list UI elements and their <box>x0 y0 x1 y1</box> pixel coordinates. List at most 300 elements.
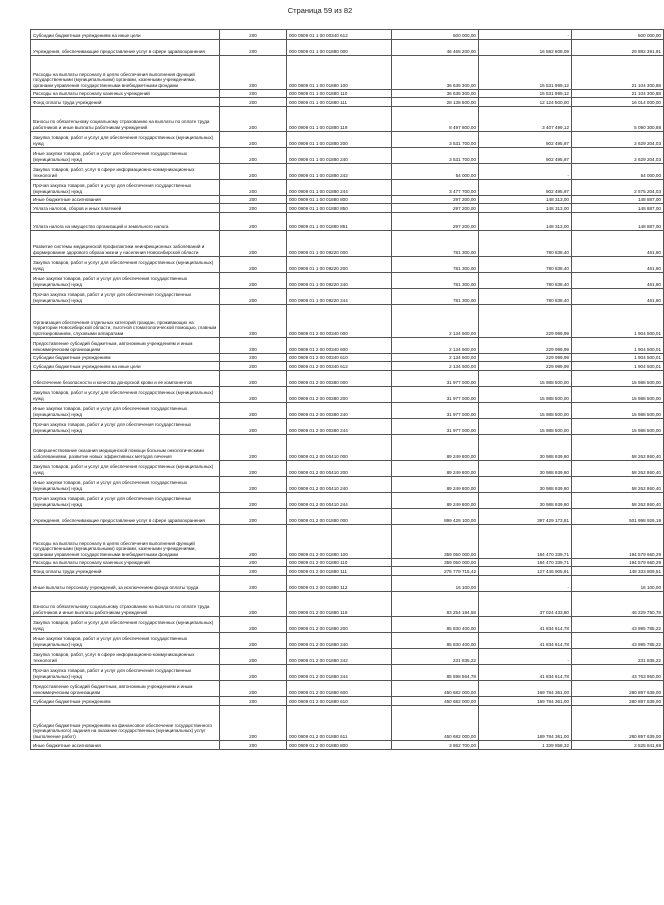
row-name-cell: Уплата налогов, сборов и иных платежей <box>31 204 220 213</box>
table-row <box>31 697 664 706</box>
row-executed-amount-cell: 30 988 939,60 <box>479 461 572 477</box>
row-kbk-cell: 000 0909 01 1 00 01880 242 <box>287 164 392 180</box>
row-unexecuted-amount-cell: 148 887,00 <box>572 204 664 213</box>
row-approved-amount-cell: 275 779 715,42 <box>392 567 479 576</box>
table-row <box>31 706 664 741</box>
row-code-cell: 200 <box>220 435 287 461</box>
row-executed-amount-cell: 184 470 339,71 <box>479 525 572 559</box>
row-executed-amount-cell: 169 784 361,00 <box>479 681 572 697</box>
row-name-cell: Иные закупки товаров, работ и услуг для обеспечения государственных (муниципальных) нужд <box>31 477 220 493</box>
row-code-cell: 200 <box>220 567 287 576</box>
row-name-cell: Прочая закупка товаров, работ и услуг для обеспечения государственных (муниципальных) нужд <box>31 289 220 305</box>
row-unexecuted-amount-cell: 461,60 <box>572 273 664 289</box>
row-executed-amount-cell: 780 838,40 <box>479 273 572 289</box>
row-name-cell: Фонд оплаты труда учреждений <box>31 98 220 107</box>
row-code-cell: 200 <box>220 273 287 289</box>
row-executed-amount-cell: 780 838,40 <box>479 257 572 273</box>
row-approved-amount-cell: 359 050 000,00 <box>392 525 479 559</box>
row-kbk-cell: 000 0909 01 2 00 00340 600 <box>287 338 392 354</box>
row-unexecuted-amount-cell: 21 104 300,88 <box>572 90 664 98</box>
row-unexecuted-amount-cell: 43 995 785,22 <box>572 633 664 649</box>
row-code-cell: 200 <box>220 98 287 107</box>
table-row <box>31 435 664 461</box>
table-row <box>31 98 664 107</box>
table-row <box>31 107 664 132</box>
row-name-cell: Прочая закупка товаров, работ и услуг для обеспечения государственных (муниципальных) нужд <box>31 180 220 196</box>
row-executed-amount-cell: 15 988 500,00 <box>479 371 572 387</box>
row-code-cell: 200 <box>220 132 287 148</box>
row-code-cell: 200 <box>220 338 287 354</box>
row-name-cell: Расходы на выплаты персоналу казенных учреждений <box>31 559 220 567</box>
row-approved-amount-cell: 8 497 800,00 <box>392 107 479 132</box>
table-row <box>31 559 664 567</box>
row-unexecuted-amount-cell: 15 988 500,00 <box>572 387 664 403</box>
row-kbk-cell: 000 0909 01 2 00 00380 200 <box>287 387 392 403</box>
row-executed-amount-cell: 229 999,99 <box>479 305 572 338</box>
row-executed-amount-cell: 397 429 173,81 <box>479 509 572 525</box>
row-code-cell: 200 <box>220 461 287 477</box>
table-row <box>31 567 664 576</box>
table-row <box>31 354 664 362</box>
row-approved-amount-cell: 85 598 564,78 <box>392 665 479 681</box>
table-row <box>31 305 664 338</box>
table-row <box>31 649 664 665</box>
row-code-cell: 200 <box>220 107 287 132</box>
row-unexecuted-amount-cell: 58 262 860,40 <box>572 435 664 461</box>
row-unexecuted-amount-cell: 500 000,00 <box>572 30 664 40</box>
row-kbk-cell: 000 0909 01 2 00 01880 111 <box>287 567 392 576</box>
row-unexecuted-amount-cell: 1 904 500,01 <box>572 354 664 362</box>
table-row <box>31 592 664 617</box>
row-unexecuted-amount-cell: 21 104 300,88 <box>572 56 664 90</box>
row-code-cell: 200 <box>220 362 287 371</box>
row-name-cell: Иные бюджетные ассигнования <box>31 196 220 204</box>
row-kbk-cell: 000 0909 01 2 00 01880 600 <box>287 681 392 697</box>
table-row <box>31 387 664 403</box>
row-approved-amount-cell: 297 200,00 <box>392 213 479 231</box>
table-row <box>31 40 664 56</box>
row-unexecuted-amount-cell: 15 988 500,00 <box>572 371 664 387</box>
row-executed-amount-cell: 902 495,97 <box>479 132 572 148</box>
row-kbk-cell: 000 0909 01 2 00 00410 240 <box>287 477 392 493</box>
row-kbk-cell: 000 0909 01 2 00 00340 612 <box>287 362 392 371</box>
row-executed-amount-cell: 37 024 433,80 <box>479 592 572 617</box>
row-kbk-cell: 000 0909 01 1 00 09220 000 <box>287 231 392 257</box>
row-executed-amount-cell: 780 838,40 <box>479 289 572 305</box>
row-unexecuted-amount-cell: 43 763 950,00 <box>572 665 664 681</box>
row-executed-amount-cell: 169 784 361,00 <box>479 697 572 706</box>
row-code-cell: 200 <box>220 305 287 338</box>
row-code-cell: 200 <box>220 213 287 231</box>
row-code-cell: 200 <box>220 576 287 592</box>
table-row <box>31 525 664 559</box>
row-code-cell: 200 <box>220 371 287 387</box>
row-executed-amount-cell: - <box>479 576 572 592</box>
row-code-cell: 200 <box>220 477 287 493</box>
row-executed-amount-cell: 30 988 939,60 <box>479 493 572 509</box>
row-executed-amount-cell: 184 470 339,71 <box>479 559 572 567</box>
row-approved-amount-cell: 231 835,22 <box>392 649 479 665</box>
row-executed-amount-cell: 229 999,99 <box>479 338 572 354</box>
row-approved-amount-cell: 31 977 000,00 <box>392 371 479 387</box>
row-kbk-cell: 000 0909 01 2 00 01880 240 <box>287 633 392 649</box>
row-executed-amount-cell: - <box>479 30 572 40</box>
row-kbk-cell: 000 0909 01 1 00 01880 240 <box>287 148 392 164</box>
table-row <box>31 30 664 40</box>
row-name-cell: Закупка товаров, работ, услуг в сфере информационно-коммуникационных технологий <box>31 164 220 180</box>
row-unexecuted-amount-cell: 29 882 391,91 <box>572 40 664 56</box>
row-unexecuted-amount-cell: 1 904 500,01 <box>572 338 664 354</box>
row-code-cell: 200 <box>220 681 287 697</box>
row-unexecuted-amount-cell: 16 014 000,00 <box>572 98 664 107</box>
row-approved-amount-cell: 31 977 000,00 <box>392 403 479 419</box>
row-kbk-cell: 000 0909 01 1 00 01880 110 <box>287 90 392 98</box>
row-name-cell: Субсидии бюджетным учреждениям <box>31 354 220 362</box>
row-code-cell: 200 <box>220 196 287 204</box>
row-approved-amount-cell: 36 635 300,00 <box>392 56 479 90</box>
row-code-cell: 200 <box>220 148 287 164</box>
row-approved-amount-cell: 899 428 100,00 <box>392 509 479 525</box>
row-approved-amount-cell: 359 050 000,00 <box>392 559 479 567</box>
table-row <box>31 180 664 196</box>
row-executed-amount-cell: 229 999,99 <box>479 362 572 371</box>
row-code-cell: 200 <box>220 231 287 257</box>
row-kbk-cell: 000 0909 01 1 00 09220 200 <box>287 257 392 273</box>
row-executed-amount-cell: 148 313,00 <box>479 196 572 204</box>
row-unexecuted-amount-cell: 280 897 639,00 <box>572 697 664 706</box>
row-approved-amount-cell: 500 000,00 <box>392 30 479 40</box>
row-code-cell: 200 <box>220 90 287 98</box>
row-approved-amount-cell: 46 465 200,00 <box>392 40 479 56</box>
row-kbk-cell: 000 0909 01 1 00 00340 612 <box>287 30 392 40</box>
table-row <box>31 257 664 273</box>
row-approved-amount-cell: 450 682 000,00 <box>392 681 479 697</box>
table-row <box>31 477 664 493</box>
row-approved-amount-cell: 3 477 700,00 <box>392 180 479 196</box>
row-executed-amount-cell: 148 313,00 <box>479 213 572 231</box>
table-row <box>31 461 664 477</box>
row-name-cell: Предоставление субсидий бюджетным, автономным учреждениям и иным некоммерческим организациям <box>31 681 220 697</box>
table-row <box>31 633 664 649</box>
row-approved-amount-cell: 36 635 300,00 <box>392 90 479 98</box>
row-kbk-cell: 000 0909 01 2 00 01880 110 <box>287 559 392 567</box>
row-approved-amount-cell: 450 682 000,00 <box>392 697 479 706</box>
table-row <box>31 576 664 592</box>
row-code-cell: 200 <box>220 493 287 509</box>
row-unexecuted-amount-cell: 1 904 500,01 <box>572 362 664 371</box>
table-row <box>31 509 664 525</box>
row-kbk-cell: 000 0909 01 1 00 09220 240 <box>287 273 392 289</box>
row-kbk-cell: 000 0909 01 1 00 01880 244 <box>287 180 392 196</box>
row-kbk-cell: 000 0909 01 2 00 00410 244 <box>287 493 392 509</box>
row-unexecuted-amount-cell: 46 229 750,78 <box>572 592 664 617</box>
table-row <box>31 204 664 213</box>
row-code-cell: 200 <box>220 40 287 56</box>
table-row <box>31 164 664 180</box>
row-executed-amount-cell: 15 988 500,00 <box>479 387 572 403</box>
row-name-cell: Фонд оплаты труда учреждений <box>31 567 220 576</box>
row-kbk-cell: 000 0909 01 2 00 01880 100 <box>287 525 392 559</box>
row-approved-amount-cell: 781 300,00 <box>392 257 479 273</box>
table-row <box>31 403 664 419</box>
row-kbk-cell: 000 0909 01 1 00 01880 000 <box>287 40 392 56</box>
row-approved-amount-cell: 450 682 000,00 <box>392 706 479 741</box>
row-code-cell: 200 <box>220 354 287 362</box>
row-code-cell: 200 <box>220 706 287 741</box>
row-executed-amount-cell: 3 407 499,12 <box>479 107 572 132</box>
row-code-cell: 200 <box>220 387 287 403</box>
row-executed-amount-cell: 902 495,97 <box>479 148 572 164</box>
row-code-cell: 200 <box>220 289 287 305</box>
table-row <box>31 741 664 750</box>
row-name-cell: Закупка товаров, работ и услуг для обеспечения государственных (муниципальных) нужд <box>31 461 220 477</box>
row-unexecuted-amount-cell: 58 262 860,40 <box>572 461 664 477</box>
row-name-cell: Учреждения, обеспечивающие предоставление услуг в сфере здравоохранения <box>31 509 220 525</box>
row-executed-amount-cell: 30 988 939,60 <box>479 435 572 461</box>
row-approved-amount-cell: 83 254 184,58 <box>392 592 479 617</box>
row-executed-amount-cell: 16 582 808,09 <box>479 40 572 56</box>
row-approved-amount-cell: 54 000,00 <box>392 164 479 180</box>
row-kbk-cell: 000 0909 01 1 00 01880 119 <box>287 107 392 132</box>
row-unexecuted-amount-cell: 461,60 <box>572 289 664 305</box>
row-unexecuted-amount-cell: 148 887,00 <box>572 196 664 204</box>
table-row <box>31 90 664 98</box>
row-name-cell: Иные закупки товаров, работ и услуг для обеспечения государственных (муниципальных) нужд <box>31 633 220 649</box>
row-unexecuted-amount-cell: 231 835,22 <box>572 649 664 665</box>
table-row <box>31 371 664 387</box>
row-name-cell: Субсидии бюджетным учреждениям на иные цели <box>31 362 220 371</box>
row-kbk-cell: 000 0909 01 2 00 01880 200 <box>287 617 392 633</box>
row-code-cell: 200 <box>220 741 287 750</box>
row-name-cell: Иные закупки товаров, работ и услуг для обеспечения государственных (муниципальных) нужд <box>31 403 220 419</box>
row-executed-amount-cell: 780 838,40 <box>479 231 572 257</box>
row-unexecuted-amount-cell: 58 262 860,40 <box>572 477 664 493</box>
table-row <box>31 231 664 257</box>
row-kbk-cell: 000 0909 01 2 00 01880 244 <box>287 665 392 681</box>
table-row <box>31 493 664 509</box>
row-approved-amount-cell: 3 862 700,00 <box>392 741 479 750</box>
table-row <box>31 196 664 204</box>
row-unexecuted-amount-cell: 194 579 660,29 <box>572 525 664 559</box>
row-approved-amount-cell: 2 134 500,00 <box>392 354 479 362</box>
row-name-cell: Иные выплаты персоналу учреждений, за исключением фонда оплаты труда <box>31 576 220 592</box>
row-name-cell: Закупка товаров, работ, услуг в сфере информационно-коммуникационных технологий <box>31 649 220 665</box>
row-code-cell: 200 <box>220 559 287 567</box>
table-row <box>31 273 664 289</box>
row-kbk-cell: 000 0909 01 2 00 01880 000 <box>287 509 392 525</box>
row-name-cell: Обеспечение безопасности и качества донорской крови и ее компонентов <box>31 371 220 387</box>
row-executed-amount-cell: 41 834 614,78 <box>479 633 572 649</box>
table-row <box>31 617 664 633</box>
row-code-cell: 200 <box>220 56 287 90</box>
row-kbk-cell: 000 0909 01 2 00 01880 119 <box>287 592 392 617</box>
row-name-cell: Прочая закупка товаров, работ и услуг для обеспечения государственных (муниципальных) нужд <box>31 493 220 509</box>
row-approved-amount-cell: 297 200,00 <box>392 204 479 213</box>
row-unexecuted-amount-cell: 5 090 300,88 <box>572 107 664 132</box>
row-name-cell: Расходы на выплаты персоналу в целях обеспечения выполнения функций государственными (муниципальными) органами, казенными учреждениями, органами управления государственными внебюджетными фондами <box>31 56 220 90</box>
row-approved-amount-cell: 297 200,00 <box>392 196 479 204</box>
table-row <box>31 419 664 435</box>
table-row <box>31 681 664 697</box>
row-approved-amount-cell: 781 300,00 <box>392 231 479 257</box>
row-approved-amount-cell: 85 830 400,00 <box>392 617 479 633</box>
row-approved-amount-cell: 16 100,00 <box>392 576 479 592</box>
row-approved-amount-cell: 781 300,00 <box>392 289 479 305</box>
row-kbk-cell: 000 0909 01 2 00 01880 610 <box>287 697 392 706</box>
row-kbk-cell: 000 0909 01 1 00 09220 244 <box>287 289 392 305</box>
row-code-cell: 200 <box>220 204 287 213</box>
row-unexecuted-amount-cell: 58 262 860,40 <box>572 493 664 509</box>
row-unexecuted-amount-cell: 280 897 639,00 <box>572 706 664 741</box>
row-name-cell: Совершенствование оказания медицинской помощи больным онкологическими заболеваниями, развитие новых эффективных методов лечения <box>31 435 220 461</box>
row-code-cell: 200 <box>220 180 287 196</box>
table-row <box>31 665 664 681</box>
row-name-cell: Взносы по обязательному социальному страхованию на выплаты по оплате труда работников и иные выплаты работникам учреждений <box>31 592 220 617</box>
row-unexecuted-amount-cell: 2 629 204,03 <box>572 148 664 164</box>
row-executed-amount-cell: 12 124 500,00 <box>479 98 572 107</box>
row-executed-amount-cell: 148 313,00 <box>479 204 572 213</box>
row-approved-amount-cell: 28 138 500,00 <box>392 98 479 107</box>
row-name-cell: Учреждения, обеспечивающие предоставление услуг в сфере здравоохранения <box>31 40 220 56</box>
row-kbk-cell: 000 0909 01 1 00 01880 800 <box>287 196 392 204</box>
row-approved-amount-cell: 781 300,00 <box>392 273 479 289</box>
row-unexecuted-amount-cell: 2 629 204,03 <box>572 132 664 148</box>
row-approved-amount-cell: 2 134 500,00 <box>392 362 479 371</box>
row-kbk-cell: 000 0909 01 1 00 01880 850 <box>287 204 392 213</box>
row-unexecuted-amount-cell: 501 998 926,19 <box>572 509 664 525</box>
row-name-cell: Развитие системы медицинской профилактики неинфекционных заболеваний и формирование здорового образа жизни у населения Новосибирской области <box>31 231 220 257</box>
row-name-cell: Организация обеспечения отдельных категорий граждан, проживающих на территории Новосибирской области, льготной стоматологической помощью, главным протезированием, слуховыми аппаратами <box>31 305 220 338</box>
row-name-cell: Закупка товаров, работ и услуг для обеспечения государственных (муниципальных) нужд <box>31 257 220 273</box>
row-approved-amount-cell: 89 249 800,00 <box>392 435 479 461</box>
page-number-header: Страница 59 из 82 <box>287 6 353 15</box>
row-kbk-cell: 000 0909 01 2 00 01880 242 <box>287 649 392 665</box>
budget-execution-table <box>30 29 664 750</box>
row-executed-amount-cell: 15 988 500,00 <box>479 419 572 435</box>
row-unexecuted-amount-cell: 148 333 809,51 <box>572 567 664 576</box>
row-executed-amount-cell: - <box>479 164 572 180</box>
row-name-cell: Прочая закупка товаров, работ и услуг для обеспечения государственных (муниципальных) нужд <box>31 419 220 435</box>
row-kbk-cell: 000 0909 01 2 00 00410 000 <box>287 435 392 461</box>
row-code-cell: 200 <box>220 30 287 40</box>
row-executed-amount-cell: - <box>479 649 572 665</box>
row-executed-amount-cell: 41 834 614,78 <box>479 617 572 633</box>
row-kbk-cell: 000 0909 01 1 00 01880 111 <box>287 98 392 107</box>
row-approved-amount-cell: 89 249 800,00 <box>392 493 479 509</box>
row-code-cell: 200 <box>220 164 287 180</box>
row-approved-amount-cell: 89 249 800,00 <box>392 461 479 477</box>
row-executed-amount-cell: 902 495,97 <box>479 180 572 196</box>
table-row <box>31 338 664 354</box>
row-name-cell: Закупка товаров, работ и услуг для обеспечения государственных (муниципальных) нужд <box>31 617 220 633</box>
row-approved-amount-cell: 3 531 700,00 <box>392 132 479 148</box>
row-approved-amount-cell: 89 249 800,00 <box>392 477 479 493</box>
row-code-cell: 200 <box>220 509 287 525</box>
row-executed-amount-cell: 41 834 614,78 <box>479 665 572 681</box>
table-row <box>31 213 664 231</box>
row-kbk-cell: 000 0909 01 1 00 01880 851 <box>287 213 392 231</box>
row-code-cell: 200 <box>220 633 287 649</box>
row-kbk-cell: 000 0909 01 2 00 00410 200 <box>287 461 392 477</box>
budget-table-body <box>31 30 664 750</box>
row-unexecuted-amount-cell: 194 579 660,29 <box>572 559 664 567</box>
row-code-cell: 200 <box>220 592 287 617</box>
row-kbk-cell: 000 0909 01 2 00 00380 240 <box>287 403 392 419</box>
row-kbk-cell: 000 0909 01 1 00 01880 100 <box>287 56 392 90</box>
row-unexecuted-amount-cell: 15 988 500,00 <box>572 419 664 435</box>
row-approved-amount-cell: 85 830 400,00 <box>392 633 479 649</box>
row-unexecuted-amount-cell: 148 887,00 <box>572 213 664 231</box>
row-name-cell: Расходы на выплаты персоналу казенных учреждений <box>31 90 220 98</box>
row-name-cell: Субсидии бюджетным учреждениям на финансовое обеспечение государственного (муниципального) задания на оказание государственных (муниципальных) услуг (выполнение работ) <box>31 706 220 741</box>
row-kbk-cell: 000 0909 01 1 00 01880 200 <box>287 132 392 148</box>
row-name-cell: Иные закупки товаров, работ и услуг для обеспечения государственных (муниципальных) нужд <box>31 273 220 289</box>
row-unexecuted-amount-cell: 2 575 204,03 <box>572 180 664 196</box>
row-executed-amount-cell: 30 988 939,60 <box>479 477 572 493</box>
row-code-cell: 200 <box>220 257 287 273</box>
row-code-cell: 200 <box>220 665 287 681</box>
row-kbk-cell: 000 0909 01 2 00 00340 610 <box>287 354 392 362</box>
row-approved-amount-cell: 3 531 700,00 <box>392 148 479 164</box>
row-unexecuted-amount-cell: 16 100,00 <box>572 576 664 592</box>
row-executed-amount-cell: 15 988 500,00 <box>479 403 572 419</box>
row-code-cell: 200 <box>220 525 287 559</box>
row-approved-amount-cell: 31 977 000,00 <box>392 419 479 435</box>
row-unexecuted-amount-cell: 43 995 785,22 <box>572 617 664 633</box>
row-name-cell: Прочая закупка товаров, работ и услуг для обеспечения государственных (муниципальных) нужд <box>31 665 220 681</box>
row-kbk-cell: 000 0909 01 2 00 00340 000 <box>287 305 392 338</box>
table-row <box>31 362 664 371</box>
row-name-cell: Расходы на выплаты персоналу в целях обеспечения выполнения функций государственными (муниципальными) органами, казенными учреждениями, органами управления государственными внебюджетными фондами <box>31 525 220 559</box>
row-unexecuted-amount-cell: 15 988 500,00 <box>572 403 664 419</box>
row-code-cell: 200 <box>220 617 287 633</box>
row-executed-amount-cell: 169 784 361,00 <box>479 706 572 741</box>
row-unexecuted-amount-cell: 461,60 <box>572 231 664 257</box>
table-row <box>31 148 664 164</box>
row-approved-amount-cell: 2 134 500,00 <box>392 305 479 338</box>
row-unexecuted-amount-cell: 1 904 500,01 <box>572 305 664 338</box>
row-unexecuted-amount-cell: 2 525 841,68 <box>572 741 664 750</box>
table-row <box>31 132 664 148</box>
row-approved-amount-cell: 31 977 000,00 <box>392 387 479 403</box>
table-row <box>31 56 664 90</box>
row-kbk-cell: 000 0909 01 2 00 01880 112 <box>287 576 392 592</box>
row-code-cell: 200 <box>220 403 287 419</box>
row-executed-amount-cell: 229 999,99 <box>479 354 572 362</box>
row-name-cell: Закупка товаров, работ и услуг для обеспечения государственных (муниципальных) нужд <box>31 387 220 403</box>
row-code-cell: 200 <box>220 649 287 665</box>
row-name-cell: Закупка товаров, работ и услуг для обеспечения государственных (муниципальных) нужд <box>31 132 220 148</box>
row-executed-amount-cell: 127 446 905,91 <box>479 567 572 576</box>
row-name-cell: Иные бюджетные ассигнования <box>31 741 220 750</box>
row-kbk-cell: 000 0909 01 2 00 01880 800 <box>287 741 392 750</box>
row-name-cell: Предоставление субсидий бюджетным, автономным учреждениям и иным некоммерческим организациям <box>31 338 220 354</box>
row-kbk-cell: 000 0909 01 2 00 00380 244 <box>287 419 392 435</box>
row-code-cell: 200 <box>220 419 287 435</box>
row-unexecuted-amount-cell: 54 000,00 <box>572 164 664 180</box>
row-kbk-cell: 000 0909 01 2 00 01880 611 <box>287 706 392 741</box>
row-name-cell: Иные закупки товаров, работ и услуг для обеспечения государственных (муниципальных) нужд <box>31 148 220 164</box>
row-approved-amount-cell: 2 134 500,00 <box>392 338 479 354</box>
row-executed-amount-cell: 1 339 858,32 <box>479 741 572 750</box>
row-name-cell: Субсидии бюджетным учреждениям на иные цели <box>31 30 220 40</box>
row-code-cell: 200 <box>220 697 287 706</box>
row-unexecuted-amount-cell: 280 897 639,00 <box>572 681 664 697</box>
row-name-cell: Уплата налога на имущество организаций и земельного налога <box>31 213 220 231</box>
row-name-cell: Субсидии бюджетным учреждениям <box>31 697 220 706</box>
table-row <box>31 289 664 305</box>
row-executed-amount-cell: 15 531 999,12 <box>479 90 572 98</box>
